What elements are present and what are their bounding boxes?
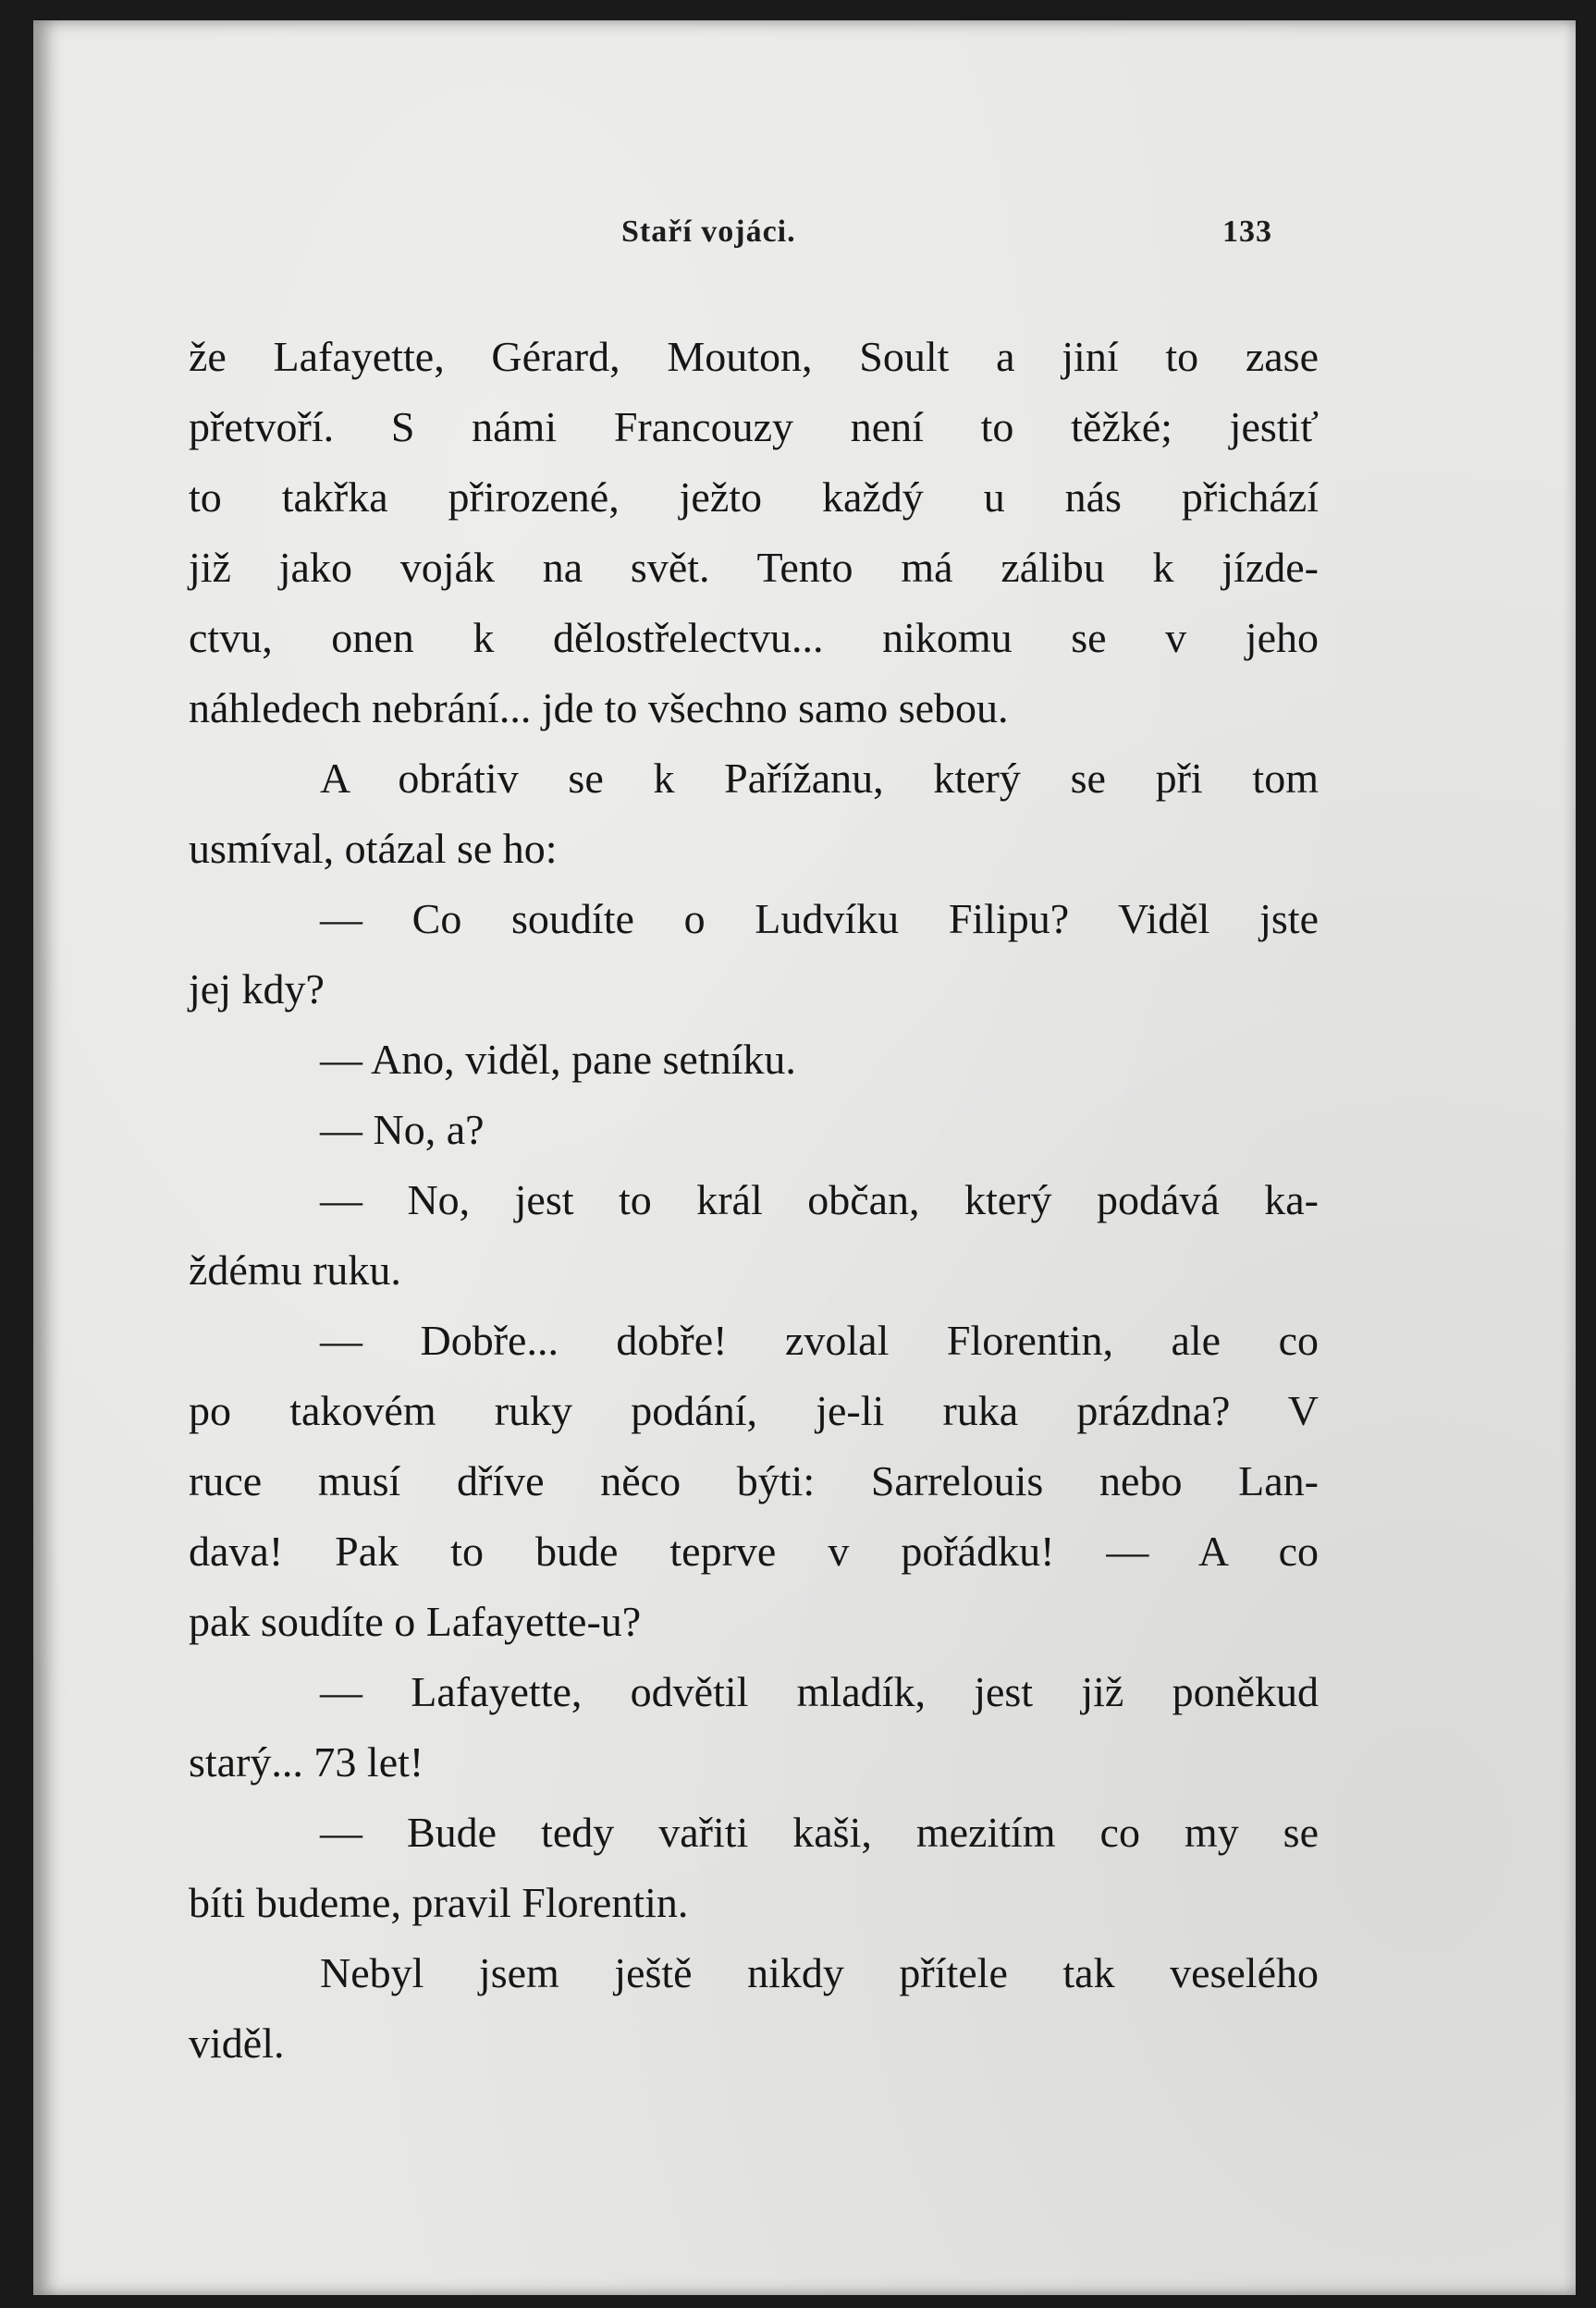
text-line: po takovém ruky podání, je-li ruka prázdna? V	[189, 1387, 1319, 1434]
text-line: — No, jest to král občan, který podává ka-	[320, 1176, 1319, 1223]
text-line: ctvu, onen k dělostřelectvu... nikomu se v jeho	[189, 614, 1319, 661]
text-line: pak soudíte o Lafayette-u?	[189, 1598, 642, 1645]
text-line: starý... 73 let!	[189, 1738, 424, 1786]
page-number: 133	[1222, 215, 1272, 249]
text-line: — No, a?	[320, 1106, 485, 1153]
text-line: přetvoří. S námi Francouzy není to těžké; jestiť	[189, 403, 1319, 450]
running-title: Staří vojáci.	[621, 215, 796, 249]
text-line: náhledech nebrání... jde to všechno samo sebou.	[189, 684, 1009, 731]
text-line: to takřka přirozené, ježto každý u nás přichází	[189, 473, 1319, 521]
text-line: viděl.	[189, 2020, 285, 2067]
text-line: ruce musí dříve něco býti: Sarrelouis nebo Lan-	[189, 1457, 1319, 1504]
text-line: již jako voják na svět. Tento má zálibu k jízde-	[189, 544, 1319, 591]
book-page	[33, 20, 1576, 2295]
text-line: — Bude tedy vařiti kaši, mezitím co my se	[320, 1809, 1319, 1856]
text-line: — Ano, viděl, pane setníku.	[320, 1036, 796, 1083]
text-line: bíti budeme, pravil Florentin.	[189, 1879, 689, 1926]
text-line: jej kdy?	[189, 965, 325, 1013]
text-line: usmíval, otázal se ho:	[189, 825, 558, 872]
text-line: dava! Pak to bude teprve v pořádku! — A co	[189, 1528, 1319, 1575]
text-line: — Lafayette, odvětil mladík, jest již poněkud	[320, 1668, 1319, 1715]
text-line: Nebyl jsem ještě nikdy přítele tak veselého	[320, 1949, 1319, 1996]
text-line: — Co soudíte o Ludvíku Filipu? Viděl jste	[320, 895, 1319, 942]
text-line: že Lafayette, Gérard, Mouton, Soult a jiní to zase	[189, 333, 1319, 380]
body-text	[189, 322, 1319, 2079]
text-line: ždému ruku.	[189, 1246, 401, 1294]
text-line: A obrátiv se k Pařížanu, který se při tom	[320, 755, 1319, 802]
text-line: — Dobře... dobře! zvolal Florentin, ale co	[320, 1317, 1319, 1364]
page-header	[33, 215, 1576, 252]
